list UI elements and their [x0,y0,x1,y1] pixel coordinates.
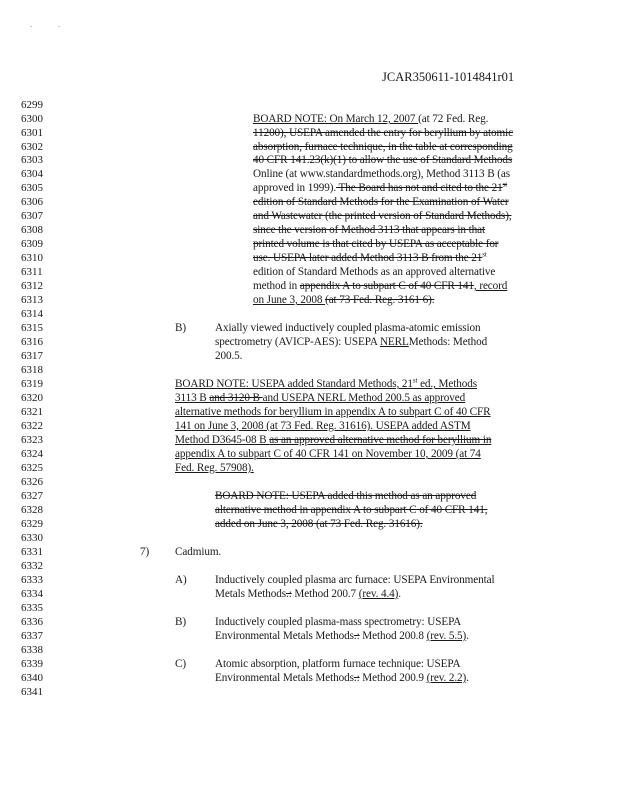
text-line: BOARD NOTE: On March 12, 2007 (at 72 Fed. Reg. [253,113,489,125]
text-line: Inductively coupled plasma arc furnace: USEPA Environmental [215,574,495,586]
item-marker: B) [175,322,186,334]
text-line: alternative method in appendix A to subpart C of 40 CFR 141, [215,504,488,516]
document-id: JCAR350611-1014841r01 [382,70,515,84]
line-number: 6305 [21,182,43,194]
text-line: Fed. Reg. 57908). [175,462,254,474]
text-line: Cadmium. [175,546,222,558]
line-number: 6335 [21,602,43,614]
line-number: 6332 [21,560,43,572]
line-number: 6315 [21,322,43,334]
text-line: Inductively coupled plasma-mass spectrometry: USEPA [215,616,462,628]
line-number: 6341 [21,686,43,698]
line-number: 6338 [21,644,43,656]
line-number: 6299 [21,99,43,111]
line-number: 6330 [21,532,43,544]
line-number: 6306 [21,196,43,208]
item-marker: B) [175,616,186,628]
line-number: 6321 [21,406,43,418]
text-line: absorption, furnace technique, in the table at corresponding [253,141,513,153]
line-number: 6317 [21,350,43,362]
text-line: and Wastewater (the printed version of Standard Methods), [253,210,512,222]
line-number: 6331 [21,546,43,558]
line-number: 6311 [21,266,43,278]
line-number: 6301 [21,127,43,139]
text-line: Method D3645-08 B as an approved alternative method for beryllium in [175,434,492,446]
line-number: 6300 [21,113,43,125]
line-number: 6323 [21,434,43,446]
text-line: spectrometry (AVICP-AES): USEPA NERLMethods: Method [215,336,488,348]
text-line: 200.5. [215,350,243,362]
text-line: method in appendix A to subpart C of 40 CFR 141, record [253,280,508,292]
text-line: edition of Standard Methods for the Examination of Water [253,196,509,208]
text-line: Atomic absorption, platform furnace technique: USEPA [215,658,461,670]
text-line: 141 on June 3, 2008 (at 73 Fed. Reg. 31616). USEPA added ASTM [175,420,471,432]
page-corner-marks: . . [30,20,72,29]
item-marker: 7) [140,546,150,558]
line-number: 6337 [21,630,43,642]
text-line: use. USEPA later added Method 3113 B from the 21st [253,250,487,264]
text-line: Axially viewed inductively coupled plasma-atomic emission [215,322,481,334]
text-line: printed volume is that cited by USEPA as acceptable for [253,238,499,250]
line-number: 6340 [21,672,43,684]
line-number: 6313 [21,294,43,306]
line-number: 6328 [21,504,43,516]
text-line: since the version of Method 3113 that appears in that [253,224,485,236]
line-number: 6333 [21,574,43,586]
line-number: 6314 [21,308,43,320]
item-marker: C) [175,658,186,670]
line-number: 6316 [21,336,43,348]
text-line: Online (at www.standardmethods.org), Method 3113 B (as [253,168,511,180]
text-line: 40 CFR 141.23(k)(1) to allow the use of Standard Methods [253,154,513,166]
line-number: 6312 [21,280,43,292]
text-line: Environmental Metals Methods.: Method 200.8 (rev. 5.5). [215,630,469,642]
text-line: 11200), USEPA amended the entry for beryllium by atomic [253,127,513,139]
item-marker: A) [175,574,187,586]
line-number: 6322 [21,420,43,432]
text-line: appendix A to subpart C of 40 CFR 141 on November 10, 2009 (at 74 [175,448,481,460]
text-line: edition of Standard Methods as an approved alternative [253,266,496,278]
text-line: on June 3, 2008 (at 73 Fed. Reg. 3161 6). [253,294,435,306]
text-line: added on June 3, 2008 (at 73 Fed. Reg. 31616). [215,518,423,530]
line-number: 6334 [21,588,43,600]
line-number: 6304 [21,168,43,180]
line-number: 6339 [21,658,43,670]
line-number: 6320 [21,392,43,404]
line-number: 6336 [21,616,43,628]
text-line: alternative methods for beryllium in appendix A to subpart C of 40 CFR [175,406,491,418]
line-number: 6325 [21,462,43,474]
line-number: 6308 [21,224,43,236]
line-number: 6327 [21,490,43,502]
line-number: 6309 [21,238,43,250]
line-number: 6303 [21,154,43,166]
line-number: 6319 [21,378,43,390]
text-line: 3113 B and 3120 B and USEPA NERL Method 200.5 as approved [175,392,466,404]
line-number: 6302 [21,141,43,153]
line-number: 6310 [21,252,43,264]
text-line: BOARD NOTE: USEPA added this method as an approved [215,490,477,502]
text-line: BOARD NOTE: USEPA added Standard Methods, 21st ed., Methods [175,376,477,390]
line-number: 6329 [21,518,43,530]
line-number: 6307 [21,210,43,222]
line-number: 6326 [21,476,43,488]
line-number: 6318 [21,364,43,376]
text-line: Metals Methods.: Method 200.7 (rev. 4.4). [215,588,401,600]
text-line: approved in 1999). The Board has not and cited to the 21st [253,180,508,194]
line-number: 6324 [21,448,43,460]
text-line: Environmental Metals Methods.: Method 200.9 (rev. 2.2). [215,672,469,684]
